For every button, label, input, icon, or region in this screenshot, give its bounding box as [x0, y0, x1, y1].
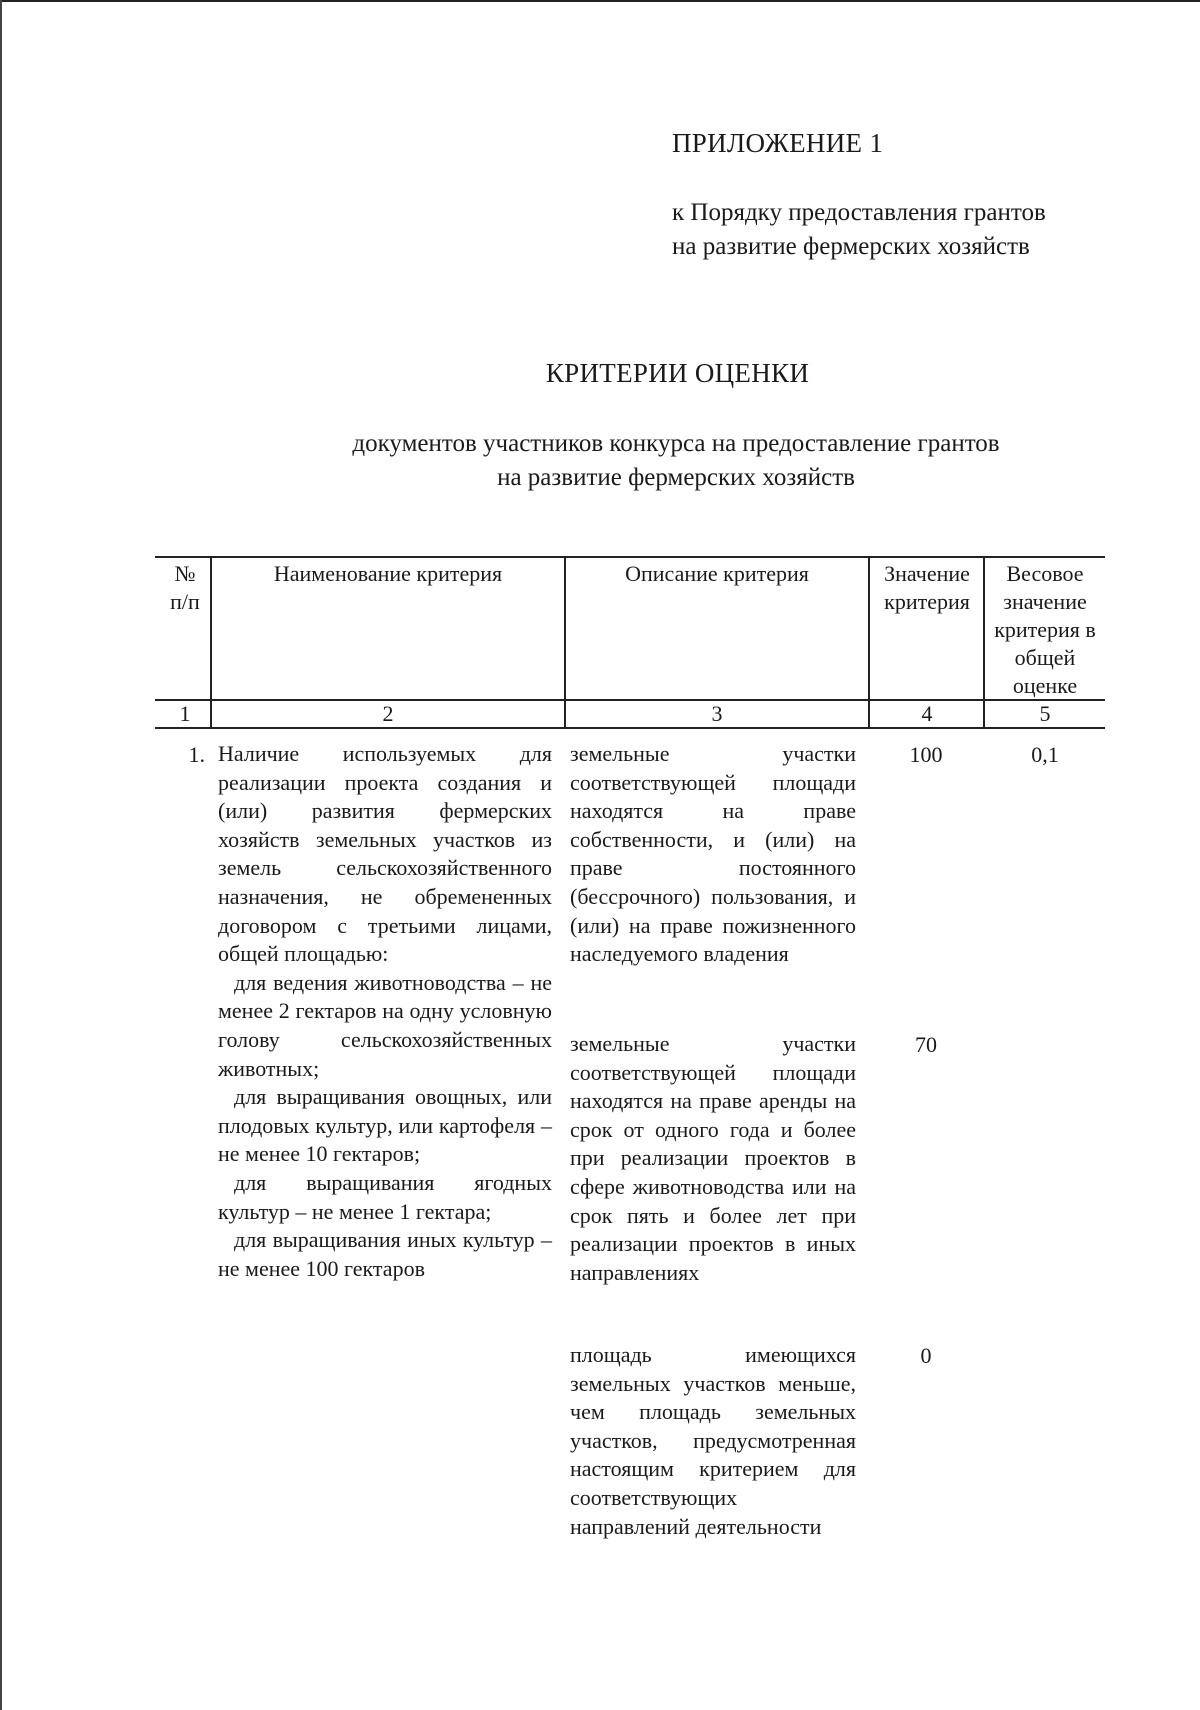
- appendix-reference-line: к Порядку предоставления грантов: [672, 199, 1046, 226]
- criterion-name-paragraph: для выращивания овощных, или плодовых культур, или картофеля – не менее 10 гектаров;: [218, 1084, 552, 1167]
- criterion-name-paragraph: для ведения животноводства – не менее 2 гектаров на одну условную голову сельскохозяйственных животных;: [218, 969, 552, 1081]
- criterion-value: 0: [920, 1343, 932, 1368]
- document-subtitle-line: на развитие фермерских хозяйств: [497, 464, 855, 491]
- criterion-value: 70: [915, 1032, 937, 1057]
- header-cell-value: Значение критерия: [884, 561, 970, 614]
- table-border-top: [155, 556, 1105, 558]
- appendix-reference: [672, 196, 1046, 264]
- criterion-description: площадь имеющихся земельных участков меньше, чем площадь земельных участков, предусмотренная настоящим критерием для соответствующих направлений деятельности: [570, 1342, 856, 1539]
- scan-edge-top: [0, 0, 1200, 2]
- scan-edge-left: [0, 0, 2, 1710]
- column-number-cell: 2: [382, 701, 394, 726]
- criterion-name-paragraph: Наличие используемых для реализации проекта создания и (или) развития фермерских хозяйств земельных участков из земель сельскохозяйственного назначения, не обремененных договором с третьими лицами, общей площадью:: [218, 741, 552, 967]
- table-column-divider: [983, 556, 985, 729]
- criterion-value: 100: [909, 742, 943, 767]
- criterion-number: 1.: [188, 742, 205, 767]
- column-number-cell: 1: [179, 701, 191, 726]
- header-cell-weight: Весовое значение критерия в общей оценке: [994, 561, 1096, 698]
- document-subtitle: [300, 427, 1052, 495]
- header-cell-name: Наименование критерия: [273, 561, 503, 586]
- appendix-reference-line: на развитие фермерских хозяйств: [672, 233, 1030, 260]
- header-cell-number: № п/п: [170, 561, 200, 614]
- criterion-name: [218, 740, 552, 1283]
- appendix-title: ПРИЛОЖЕНИЕ 1: [672, 128, 884, 158]
- criterion-name-paragraph: для выращивания ягодных культур – не менее 1 гектара;: [218, 1169, 552, 1224]
- table-column-divider: [868, 556, 870, 729]
- column-number-cell: 4: [921, 701, 933, 726]
- criterion-description: земельные участки соответствующей площади находятся на праве аренды на срок от одного года и более при реализации проектов в сфере животноводства или на срок пять и более лет при реализации проектов в иных направлениях: [570, 1031, 856, 1285]
- header-cell-description: Описание критерия: [625, 561, 809, 586]
- column-number-cell: 5: [1039, 701, 1051, 726]
- criterion-weight: 0,1: [1031, 742, 1059, 767]
- table-column-divider: [210, 556, 212, 729]
- document-subtitle-line: документов участников конкурса на предоставление грантов: [352, 430, 1000, 457]
- criterion-description: земельные участки соответствующей площади находятся на праве собственности, и (или) на праве постоянного (бессрочного) пользования, и (или) на праве пожизненного наследуемого владения: [570, 741, 856, 967]
- column-number-cell: 3: [711, 701, 723, 726]
- document-title: КРИТЕРИИ ОЦЕНКИ: [545, 358, 810, 388]
- table-column-divider: [564, 556, 566, 729]
- criterion-name-paragraph: для выращивания иных культур – не менее 100 гектаров: [218, 1227, 552, 1281]
